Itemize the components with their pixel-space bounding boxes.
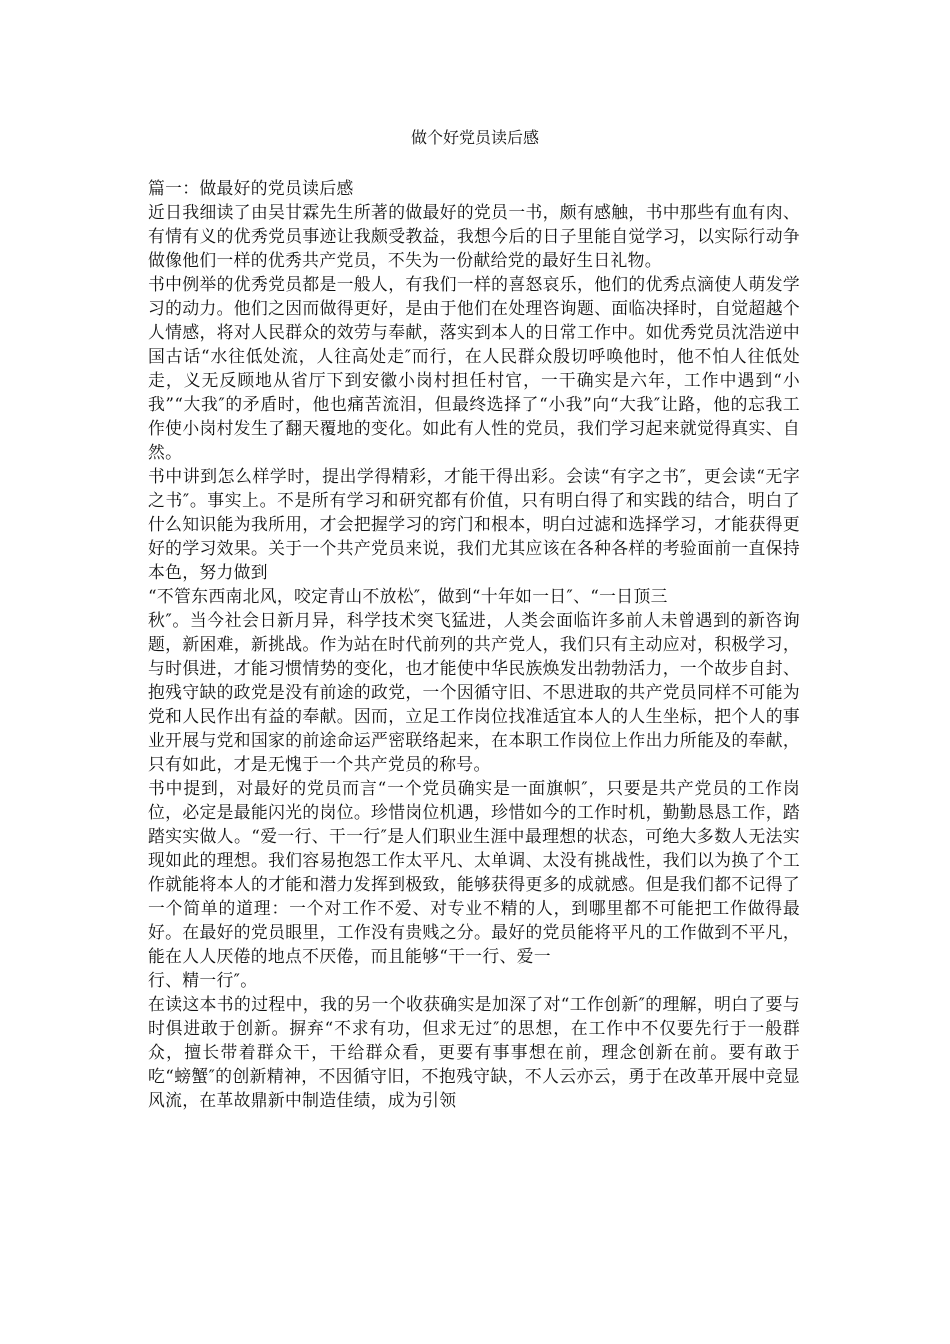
paragraph-1: 近日我细读了由吴甘霖先生所著的做最好的党员一书，颇有感触，书中那些有血有肉、有情有义的优秀党员事迹让我颇受教益，我想今后的日子里能自觉学习，以实际行动争做像他们一样的优秀共产党员，不失为一份献给党的最好生日礼物。 — [148, 202, 800, 270]
paragraph-6: 书中提到，对最好的党员而言“一个党员确实是一面旗帜″，只要是共产党员的工作岗位，必定是最能闪光的岗位。珍惜岗位机遇，珍惜如今的工作时机，勤勤恳恳工作，踏踏实实做人。“爱一行、干一行″是人们职业生涯中最理想的状态，可绝大多数人无法实现如此的理想。我们容易抱怨工作太平凡、太单调、太没有挑战性，我们以为换了个工作就能将本人的才能和潜力发挥到极致，能够获得更多的成就感。但是我们都不记得了一个简单的道理：一个对工作不爱、对专业不精的人，到哪里都不可能把工作做得最好。在最好的党员眼里，工作没有贵贱之分。最好的党员能将平凡的工作做到不平凡，能在人人厌倦的地点不厌倦，而且能够“干一行、爱一 — [148, 778, 800, 966]
paragraph-5: 秋″。当今社会日新月异，科学技术突飞猛进，人类会面临许多前人未曾遇到的新咨询题，新困难，新挑战。作为站在时代前列的共产党人，我们只有主动应对，积极学习，与时俱进，才能习惯情势的变化，也才能使中华民族焕发出勃勃活力，一个故步自封、抱残守缺的政党是没有前途的政党，一个因循守旧、不思进取的共产党员同样不可能为党和人民作出有益的奉献。因而，立足工作岗位找准适宜本人的人生坐标，把个人的事业开展与党和国家的前途命运严密联络起来，在本职工作岗位上作出力所能及的奉献，只有如此，才是无愧于一个共产党员的称号。 — [148, 610, 800, 774]
section-heading: 篇一：做最好的党员读后感 — [148, 178, 354, 198]
paragraph-2: 书中例举的优秀党员都是一般人，有我们一样的喜怒哀乐，他们的优秀点滴使人萌发学习的动力。他们之因而做得更好，是由于他们在处理咨询题、面临决择时，自觉超越个人情感，将对人民群众的效劳与奉献，落实到本人的日常工作中。如优秀党员沈浩逆中国古话“水往低处流，人往高处走″而行，在人民群众殷切呼唤他时，他不怕人往低处走，义无反顾地从省厅下到安徽小岗村担任村官，一干确实是六年，工作中遇到“小我”“大我″的矛盾时，他也痛苦流泪，但最终选择了“小我”向“大我″让路，他的忘我工作使小岗村发生了翻天覆地的变化。如此有人性的党员，我们学习起来就觉得真实、自然。 — [148, 274, 800, 462]
paragraph-7: 行、精一行″。 — [148, 970, 258, 990]
paragraph-8: 在读这本书的过程中，我的另一个收获确实是加深了对“工作创新″的理解，明白了要与时俱进敢于创新。摒弃“不求有功，但求无过″的思想，在工作中不仅要先行于一般群众，擅长带着群众干，干给群众看，更要有事事想在前，理念创新在前。要有敢于吃“螃蟹″的创新精神，不因循守旧，不抱残守缺，不人云亦云，勇于在改革开展中竞显风流，在革故鼎新中制造佳绩，成为引领 — [148, 994, 800, 1110]
paragraph-4: “不管东西南北风，咬定青山不放松″，做到“十年如一日″、“一日顶三 — [148, 586, 668, 606]
document-title: 做个好党员读后感 — [410, 128, 539, 147]
document-body — [148, 176, 800, 1112]
paragraph-3: 书中讲到怎么样学时，提出学得精彩，才能干得出彩。会读“有字之书″，更会读“无字之书″。事实上。不是所有学习和研究都有价值，只有明白得了和实践的结合，明白了什么知识能为我所用，才会把握学习的窍门和根本，明白过滤和选择学习，才能获得更好的学习效果。关于一个共产党员来说，我们尤其应该在各种各样的考验面前一直保持本色，努力做到 — [148, 466, 800, 582]
